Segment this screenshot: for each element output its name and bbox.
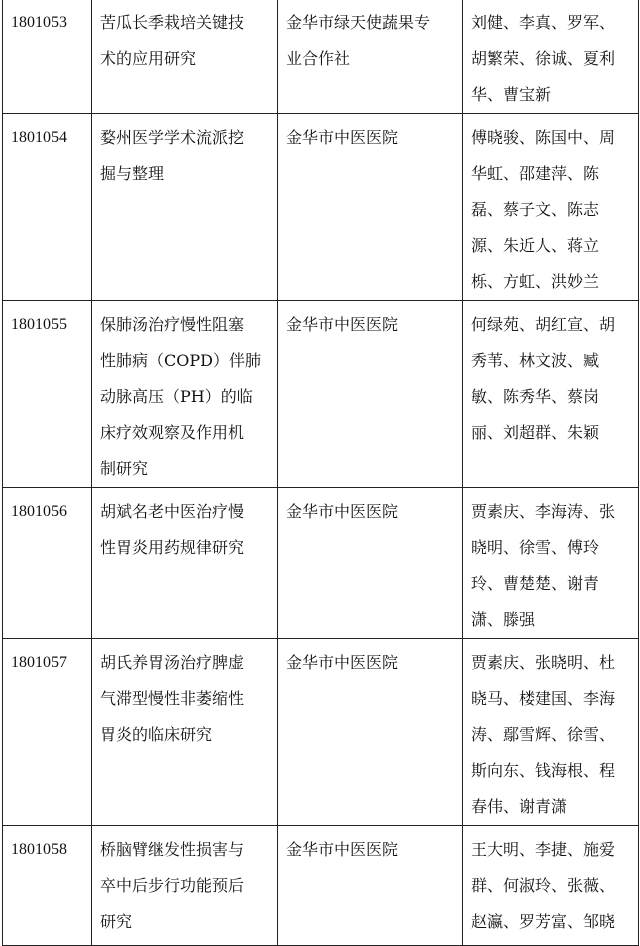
table-row xyxy=(3,301,639,488)
project-unit-cell xyxy=(278,0,463,114)
project-members-cell xyxy=(463,488,639,639)
project-unit-line: 金华市中医医院 xyxy=(286,653,399,672)
project-members-line: 赵瀛、罗芳富、邹晓 xyxy=(471,912,616,931)
project-members-line: 晓明、徐雪、傅玲 xyxy=(471,538,600,557)
table-row xyxy=(3,639,639,826)
project-unit-line: 金华市中医医院 xyxy=(286,315,399,334)
project-title-line: 婺州医学学术流派挖 xyxy=(100,128,245,147)
project-title-line: 术的应用研究 xyxy=(100,49,197,68)
project-title-cell xyxy=(92,114,278,301)
project-id: 1801054 xyxy=(11,129,67,146)
project-unit-line: 金华市绿天使蔬果专 xyxy=(286,13,431,32)
project-unit-cell xyxy=(278,488,463,639)
project-title-cell xyxy=(92,301,278,488)
table-body xyxy=(3,0,639,946)
table-row xyxy=(3,826,639,946)
project-title-line: 桥脑臂继发性损害与 xyxy=(100,840,245,859)
project-id: 1801053 xyxy=(11,14,67,31)
project-id-cell xyxy=(3,301,92,488)
project-unit-line: 金华市中医医院 xyxy=(286,840,399,859)
project-members-line: 何绿苑、胡红宣、胡 xyxy=(471,315,616,334)
project-table xyxy=(2,0,639,946)
project-members-line: 傅晓骏、陈国中、周 xyxy=(471,128,616,147)
project-id-cell xyxy=(3,488,92,639)
project-members-line: 敏、陈秀华、蔡岗 xyxy=(471,387,600,406)
table-row xyxy=(3,0,639,114)
project-members-line: 晓马、楼建国、李海 xyxy=(471,689,616,708)
project-id-cell xyxy=(3,826,92,946)
project-title-line: 胡斌名老中医治疗慢 xyxy=(100,502,245,521)
project-members-line: 王大明、李捷、施爱 xyxy=(471,840,616,859)
project-title-line: 性肺病（COPD）伴肺 xyxy=(100,351,261,370)
project-title-line: 床疗效观察及作用机 xyxy=(100,423,245,442)
project-title-line: 保肺汤治疗慢性阻塞 xyxy=(100,315,245,334)
project-unit-cell xyxy=(278,114,463,301)
project-members-line: 磊、蔡子文、陈志 xyxy=(471,200,600,219)
project-members-cell xyxy=(463,114,639,301)
project-title-line: 研究 xyxy=(100,912,133,931)
project-members-cell xyxy=(463,826,639,946)
project-id-cell xyxy=(3,114,92,301)
project-id: 1801058 xyxy=(11,841,67,858)
project-members-line: 华、曹宝新 xyxy=(471,85,552,104)
project-unit-cell xyxy=(278,639,463,826)
project-members-line: 栎、方虹、洪妙兰 xyxy=(471,272,600,291)
project-unit-line: 金华市中医医院 xyxy=(286,128,399,147)
project-members-cell xyxy=(463,0,639,114)
project-members-line: 玲、曹楚楚、谢青 xyxy=(471,574,600,593)
project-title-line: 性胃炎用药规律研究 xyxy=(100,538,245,557)
project-title-cell xyxy=(92,0,278,114)
project-members-line: 斯向东、钱海根、程 xyxy=(471,761,616,780)
project-id-cell xyxy=(3,0,92,114)
project-title-line: 卒中后步行功能预后 xyxy=(100,876,245,895)
project-id: 1801057 xyxy=(11,654,67,671)
project-members-line: 群、何淑玲、张薇、 xyxy=(471,876,616,895)
project-title-line: 掘与整理 xyxy=(100,164,165,183)
project-members-line: 潇、滕强 xyxy=(471,610,536,629)
project-members-cell xyxy=(463,301,639,488)
project-title-cell xyxy=(92,826,278,946)
project-unit-line: 业合作社 xyxy=(286,49,351,68)
project-members-line: 春伟、谢青潇 xyxy=(471,797,568,816)
project-title-line: 苦瓜长季栽培关键技 xyxy=(100,13,245,32)
project-members-line: 秀苇、林文波、臧 xyxy=(471,351,600,370)
table-row xyxy=(3,114,639,301)
project-title-line: 气滞型慢性非萎缩性 xyxy=(100,689,245,708)
project-members-line: 华虹、邵建萍、陈 xyxy=(471,164,600,183)
project-title-line: 动脉高压（PH）的临 xyxy=(100,387,253,406)
project-title-line: 制研究 xyxy=(100,459,149,478)
project-members-line: 贾素庆、李海涛、张 xyxy=(471,502,616,521)
project-members-line: 贾素庆、张晓明、杜 xyxy=(471,653,616,672)
project-title-line: 胡氏养胃汤治疗脾虚 xyxy=(100,653,245,672)
table-row xyxy=(3,488,639,639)
project-members-line: 丽、刘超群、朱颖 xyxy=(471,423,600,442)
project-members-line: 涛、鄢雪辉、徐雪、 xyxy=(471,725,616,744)
project-id: 1801056 xyxy=(11,503,67,520)
project-members-line: 胡繁荣、徐诚、夏利 xyxy=(471,49,616,68)
project-id-cell xyxy=(3,639,92,826)
project-title-cell xyxy=(92,639,278,826)
project-unit-cell xyxy=(278,826,463,946)
project-members-cell xyxy=(463,639,639,826)
project-title-line: 胃炎的临床研究 xyxy=(100,725,213,744)
project-unit-line: 金华市中医医院 xyxy=(286,502,399,521)
project-title-cell xyxy=(92,488,278,639)
project-members-line: 刘健、李真、罗军、 xyxy=(471,13,616,32)
project-id: 1801055 xyxy=(11,316,67,333)
project-unit-cell xyxy=(278,301,463,488)
project-members-line: 源、朱近人、蒋立 xyxy=(471,236,600,255)
